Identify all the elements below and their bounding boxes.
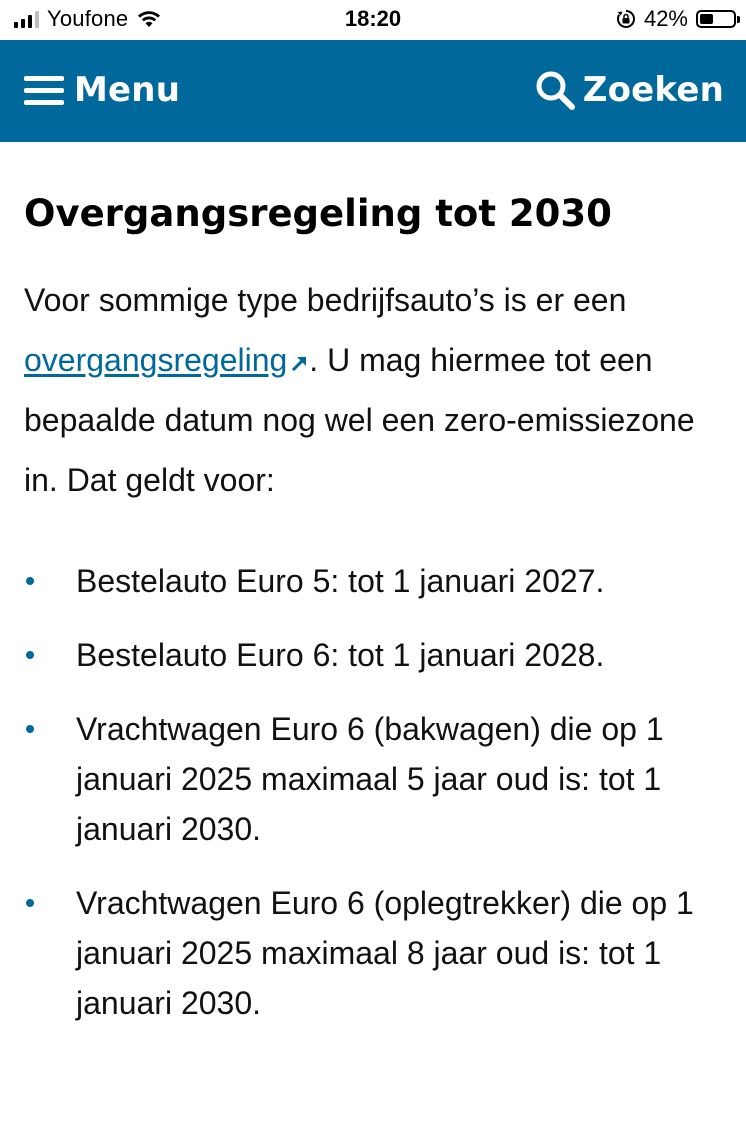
link-label: overgangsregeling bbox=[24, 342, 288, 378]
list-item bbox=[24, 878, 722, 1028]
carrier-name: Youfone bbox=[47, 6, 129, 31]
intro-paragraph bbox=[24, 270, 722, 510]
hamburger-icon bbox=[24, 76, 64, 105]
intro-text-after: . U mag hiermee tot een bepaalde datum nog wel een zero-emissiezone in. Dat geldt voor: bbox=[24, 342, 695, 498]
orientation-lock-icon bbox=[616, 9, 636, 29]
status-bar-time: 18:20 bbox=[344, 6, 402, 31]
main-content bbox=[0, 192, 746, 1028]
battery-fill bbox=[700, 14, 713, 24]
transition-list bbox=[24, 556, 722, 1028]
overgangsregeling-link[interactable] bbox=[24, 342, 309, 378]
battery-icon bbox=[696, 10, 736, 28]
list-item-text: Vrachtwagen Euro 6 (oplegtrekker) die op 1 januari 2025 maximaal 8 jaar oud is: tot 1 januari 2030. bbox=[76, 885, 694, 1021]
bullet-icon bbox=[26, 725, 34, 733]
external-link-arrow-icon bbox=[291, 354, 309, 372]
search-icon bbox=[533, 68, 577, 112]
list-item bbox=[24, 704, 722, 854]
status-bar-right bbox=[616, 6, 736, 32]
list-item-text: Bestelauto Euro 6: tot 1 januari 2028. bbox=[76, 637, 605, 673]
bullet-icon bbox=[26, 651, 34, 659]
bullet-icon bbox=[26, 899, 34, 907]
list-item-text: Bestelauto Euro 5: tot 1 januari 2027. bbox=[76, 563, 605, 599]
page-title: Overgangsregeling tot 2030 bbox=[24, 192, 612, 235]
list-item bbox=[24, 556, 722, 606]
menu-button[interactable] bbox=[24, 70, 180, 110]
bullet-icon bbox=[26, 577, 34, 585]
search-label: Zoeken bbox=[582, 70, 724, 110]
search-button[interactable] bbox=[533, 68, 724, 112]
list-item-text: Vrachtwagen Euro 6 (bakwagen) die op 1 januari 2025 maximaal 5 jaar oud is: tot 1 januari 2030. bbox=[76, 711, 664, 847]
status-bar bbox=[0, 0, 746, 40]
intro-text-before: Voor sommige type bedrijfsauto’s is er een bbox=[24, 282, 627, 318]
list-item bbox=[24, 630, 722, 680]
battery-percent: 42% bbox=[643, 6, 688, 31]
menu-label: Menu bbox=[74, 70, 181, 110]
site-header bbox=[0, 40, 746, 142]
